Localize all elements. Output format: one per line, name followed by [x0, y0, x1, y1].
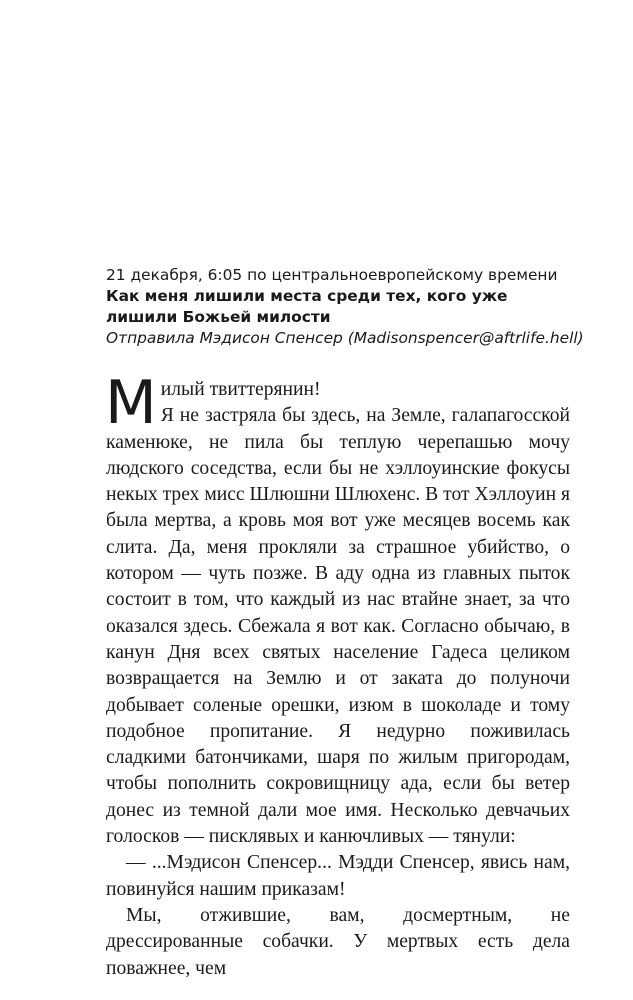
post-title: Как меня лишили места среди тех, кого уже лишили Божьей милости — [106, 287, 508, 326]
body-paragraph: Я не застряла бы здесь, на Земле, галапагосской каменюке, не пила бы теплую черепашью мочу людского соседства, если бы не хэллоуинские фокусы некых трех мисс Шлюшни Шлюхенс. В тот Хэллоуин я была мертва, а кровь моя вот уже месяцев восемь как слита. Да, меня прокляли за страшное убийство, о котором — чуть позже. В аду одна из главных пыток состоит в том, что каждый из нас втайне знает, за что оказался здесь. Сбежала я вот как. Согласно обычаю, в канун Дня всех святых население Гадеса целиком возвращается на Землю и от заката до полуночи добывает соленые орешки, изюм в шоколаде и тому подобное пропитание. Я недурно поживилась сладкими батончиками, шаря по жилым пригородам, чтобы пополнить сокровищницу ада, если бы ветер донес из темной дали мое имя. Несколько девчачьих голосков — писклявых и канючливых — тянули: — [106, 405, 570, 848]
letter-body — [105, 368, 570, 982]
post-author: Отправила Мэдисон Спенсер (Madisonspencer@aftrlife.hell) — [106, 329, 584, 347]
greeting-paragraph — [105, 368, 570, 438]
greeting-text: илый твиттерянин! — [160, 379, 321, 400]
summons-paragraph: — ...Мэдисон Спенсер... Мэдди Спенсер, явись нам, повинуйся нашим приказам! — [106, 852, 570, 900]
post-date: 21 декабря, 6:05 по центральноевропейскому времени — [106, 266, 558, 284]
closing-paragraph: Мы, отжившие, вам, досмертным, не дрессированные собачки. У мертвых есть дела поважнее, чем — [106, 904, 570, 979]
post-header — [106, 265, 584, 349]
drop-cap: М — [105, 368, 157, 438]
